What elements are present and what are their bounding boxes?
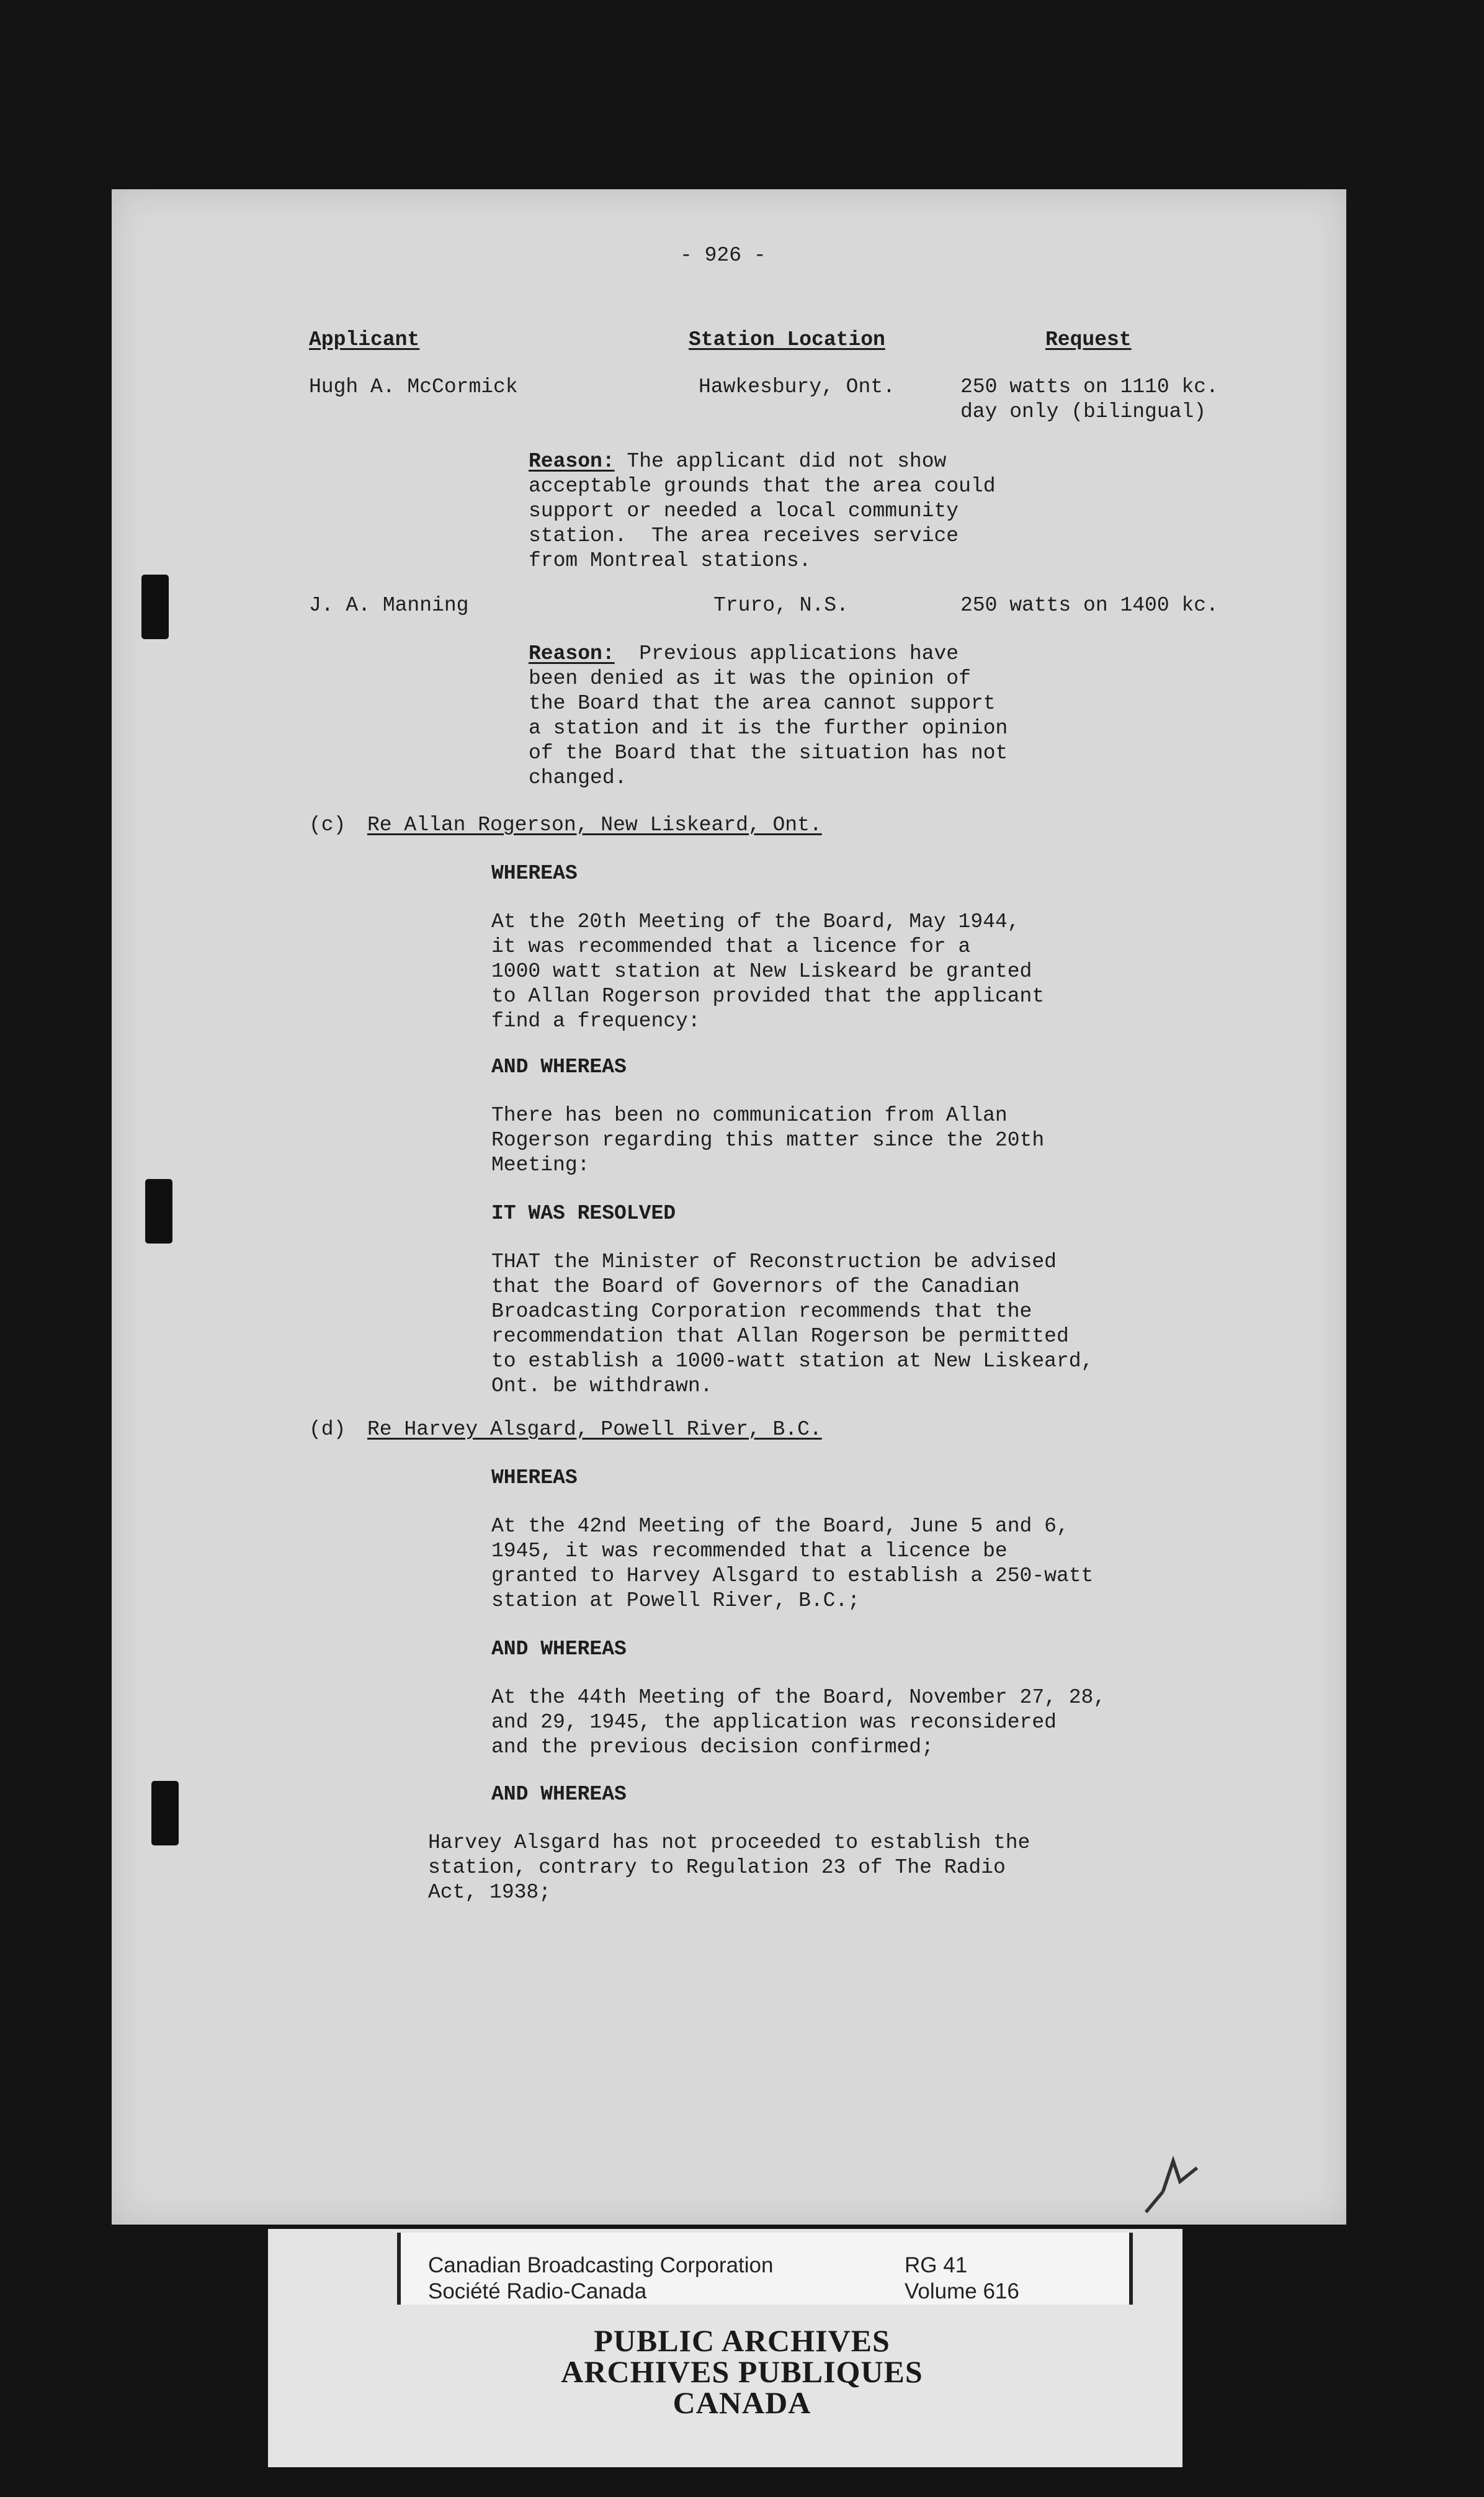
whereas-heading: WHEREAS [491,862,578,885]
entry-reason-text: been denied as it was the opinion of the Board that the area cannot support a station and it is the further opinion of the Board that the situation has not changed. [529,667,1008,789]
entry-reason [529,642,959,666]
binder-hole-top [141,575,169,639]
archive-line-3: CANADA [673,2385,811,2420]
archive-record-group: RG 41 [905,2253,968,2277]
resolved-heading: IT WAS RESOLVED [491,1202,676,1225]
section-c-paragraph-3: THAT the Minister of Reconstruction be advised that the Board of Governors of the Canadian Broadcasting Corporation recommends that the recommendation that Allan Rogerson be permitted to establish a 1000-watt station at New Liskeard, Ont. be withdrawn. [491,1250,1094,1397]
entry-request: 250 watts on 1400 kc. [960,594,1218,617]
header-applicant: Applicant [309,328,420,351]
section-d-paragraph-2: At the 44th Meeting of the Board, November 27, 28, and 29, 1945, the application was reconsidered and the previous decision confirmed; [491,1686,1106,1759]
section-c-title: Re Allan Rogerson, New Liskeard, Ont. [367,814,822,836]
section-c-paragraph-1: At the 20th Meeting of the Board, May 1944, it was recommended that a licence for a 1000 watt station at New Liskeard be granted to Allan Rogerson provided that the applicant find a frequency: [491,910,1045,1033]
and-whereas-heading: AND WHEREAS [491,1638,627,1661]
header-station-location: Station Location [689,328,885,351]
entry-location: Hawkesbury, Ont. [699,375,895,398]
and-whereas-heading: AND WHEREAS [491,1056,627,1078]
entry-applicant: J. A. Manning [309,594,469,617]
archive-volume: Volume 616 [905,2279,1019,2303]
entry-reason-text: acceptable grounds that the area could support or needed a local community station. The area receives service from Montreal stations. [529,475,996,572]
entry-request-note: day only (bilingual) [960,400,1207,423]
archive-line-1: PUBLIC ARCHIVES [594,2323,890,2358]
and-whereas-heading: AND WHEREAS [491,1783,627,1806]
page-number: - 926 - [680,244,766,267]
archive-line-2: ARCHIVES PUBLIQUES [561,2354,923,2389]
entry-reason [529,449,946,474]
reason-first-line: Previous applications have [614,642,959,665]
section-d-label: (d) [309,1418,346,1441]
entry-location: Truro, N.S. [713,594,849,617]
header-request: Request [1045,328,1132,351]
archive-org-english: Canadian Broadcasting Corporation [428,2253,774,2277]
binder-hole-middle [145,1179,172,1244]
entry-request: 250 watts on 1110 kc. [960,375,1218,398]
reason-label: Reason: [529,642,615,665]
handwritten-mark [1139,2151,1207,2219]
binder-hole-bottom [151,1781,179,1845]
whereas-heading: WHEREAS [491,1466,578,1489]
archive-org-french: Société Radio-Canada [428,2279,647,2303]
entry-applicant: Hugh A. McCormick [309,375,518,398]
reason-first-line: The applicant did not show [614,450,947,473]
section-d-paragraph-3: Harvey Alsgard has not proceeded to establish the station, contrary to Regulation 23 of The Radio Act, 1938; [428,1831,1030,1904]
section-d-title: Re Harvey Alsgard, Powell River, B.C. [367,1418,822,1441]
reason-label: Reason: [529,450,615,473]
section-d-paragraph-1: At the 42nd Meeting of the Board, June 5 and 6, 1945, it was recommended that a licence be granted to Harvey Alsgard to establish a 250-watt station at Powell River, B.C.; [491,1515,1094,1612]
section-c-paragraph-2: There has been no communication from Allan Rogerson regarding this matter since the 20th Meeting: [491,1104,1045,1177]
section-c-label: (c) [309,814,346,836]
